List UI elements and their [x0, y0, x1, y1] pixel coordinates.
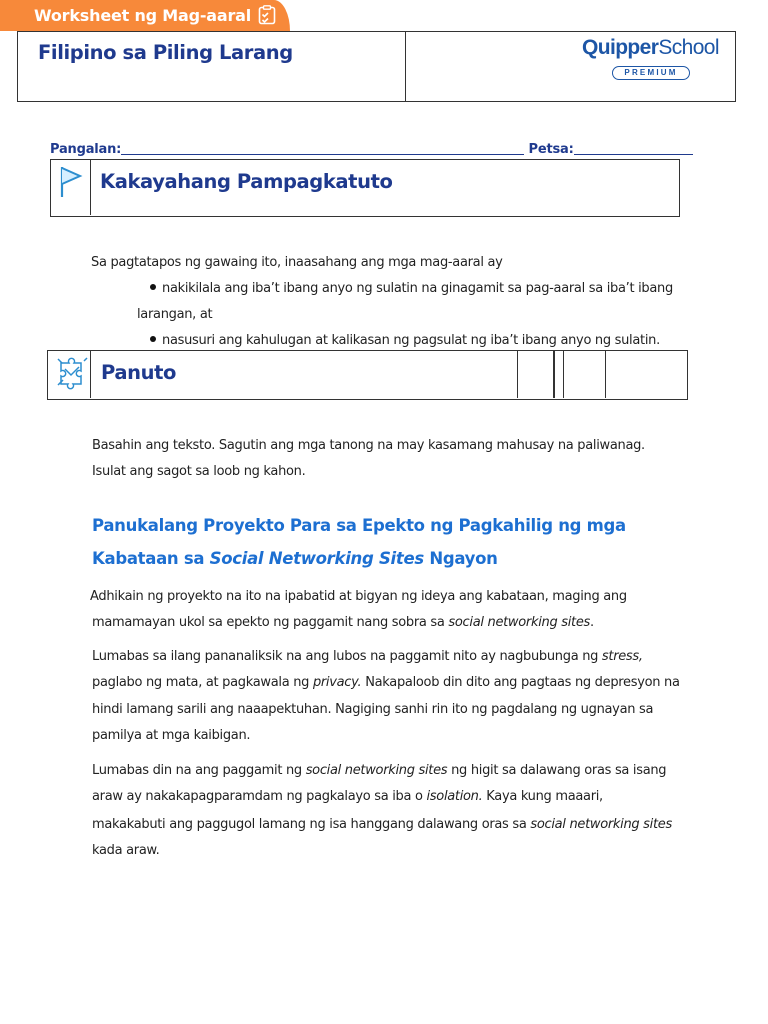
- name-label: Pangalan:: [50, 142, 122, 157]
- text-run: paglabo ng mata, at pagkawala ng: [92, 675, 313, 690]
- instructions-cell-divider: [553, 351, 555, 398]
- objective-item-2: [150, 333, 660, 348]
- article-title-part: Ngayon: [423, 549, 498, 568]
- objective-2-text: nasusuri ang kahulugan at kalikasan ng pagsulat ng iba’t ibang anyo ng sulatin.: [162, 333, 660, 348]
- paragraph-1-line-1: Adhikain ng proyekto na ito na ipabatid at bigyan ng ideya ang kabataan, maging ang: [90, 589, 627, 604]
- worksheet-tab: [0, 0, 290, 31]
- learning-competency-title: Kakayahang Pampagkatuto: [100, 170, 393, 193]
- text-run: Kaya kung maaari,: [482, 789, 603, 804]
- flag-icon: [58, 165, 84, 199]
- text-run: .: [590, 615, 594, 630]
- objective-1-continuation: larangan, at: [137, 307, 213, 322]
- paragraph-2-line-1: [92, 649, 643, 664]
- italic-run: isolation.: [426, 789, 483, 804]
- quipper-school-logo: [582, 36, 719, 60]
- text-run: araw ay nakakapagparamdam ng pagkalayo sa iba o: [92, 789, 427, 804]
- text-run: Nakapaloob din dito ang pagtaas ng depresyon na: [361, 675, 680, 690]
- worksheet-label: Worksheet ng Mag-aaral: [34, 6, 252, 25]
- paragraph-2-line-4: pamilya at mga kaibigan.: [92, 728, 251, 743]
- subject-title: Filipino sa Piling Larang: [38, 41, 293, 64]
- text-run: Lumabas din na ang paggamit ng: [92, 763, 306, 778]
- instructions-divider: [90, 351, 91, 398]
- puzzle-icon: [55, 355, 89, 391]
- article-title-line-2: [92, 549, 498, 568]
- name-field[interactable]: [121, 141, 524, 155]
- objective-1-text: nakikilala ang iba’t ibang anyo ng sulatin na ginagamit sa pag-aaral sa iba’t ibang: [162, 281, 673, 296]
- objectives-intro: Sa pagtatapos ng gawaing ito, inaasahang ang mga mag-aaral ay: [91, 255, 503, 270]
- text-run: mamamayan ukol sa epekto ng paggamit nang sobra sa: [92, 615, 449, 630]
- paragraph-1-line-2: [92, 615, 594, 630]
- text-run: Lumabas sa ilang pananaliksik na ang lubos na paggamit nito ay nagbubunga ng: [92, 649, 602, 664]
- paragraph-2-line-2: [92, 675, 680, 690]
- logo-school: School: [658, 36, 719, 59]
- italic-run: privacy.: [312, 675, 362, 690]
- paragraph-3-line-2: [92, 789, 603, 804]
- paragraph-3-line-4: kada araw.: [92, 843, 160, 858]
- bullet-icon: [150, 336, 156, 342]
- logo-premium-badge: PREMIUM: [612, 66, 690, 80]
- article-title-line-1: Panukalang Proyekto Para sa Epekto ng Pagkahilig ng mga: [92, 516, 626, 535]
- date-label: Petsa:: [528, 142, 574, 157]
- instructions-cell-divider: [563, 351, 564, 398]
- instructions-cell-divider: [605, 351, 606, 398]
- objective-item-1: [150, 281, 673, 296]
- paragraph-3-line-3: [92, 817, 672, 832]
- header-divider: [405, 31, 406, 101]
- italic-run: social networking sites: [448, 615, 590, 630]
- paragraph-2-line-3: hindi lamang sarili ang naaapektuhan. Nagiging sanhi rin ito ng pagdalang ng ugnayan sa: [92, 702, 654, 717]
- text-run: makakabuti ang paggugol lamang ng isa hanggang dalawang oras sa: [92, 817, 531, 832]
- bullet-icon: [150, 284, 156, 290]
- instructions-cell-divider: [517, 351, 518, 398]
- italic-run: social networking sites: [530, 817, 672, 832]
- article-title-part: Kabataan sa: [92, 549, 210, 568]
- name-date-line: [50, 141, 693, 157]
- italic-run: social networking sites: [305, 763, 448, 778]
- instructions-line-2: Isulat ang sagot sa loob ng kahon.: [92, 464, 306, 479]
- learning-box-divider: [90, 160, 91, 215]
- article-title-italic: Social Networking Sites: [209, 549, 424, 568]
- instructions-line-1: Basahin ang teksto. Sagutin ang mga tanong na may kasamang mahusay na paliwanag.: [92, 438, 645, 453]
- logo-quipper: Quipper: [582, 36, 659, 59]
- instructions-title: Panuto: [101, 361, 177, 384]
- paragraph-3-line-1: [92, 763, 666, 778]
- clipboard-check-icon: [258, 5, 276, 25]
- text-run: ng higit sa dalawang oras sa isang: [447, 763, 667, 778]
- date-field[interactable]: [574, 141, 693, 155]
- italic-run: stress,: [601, 649, 643, 664]
